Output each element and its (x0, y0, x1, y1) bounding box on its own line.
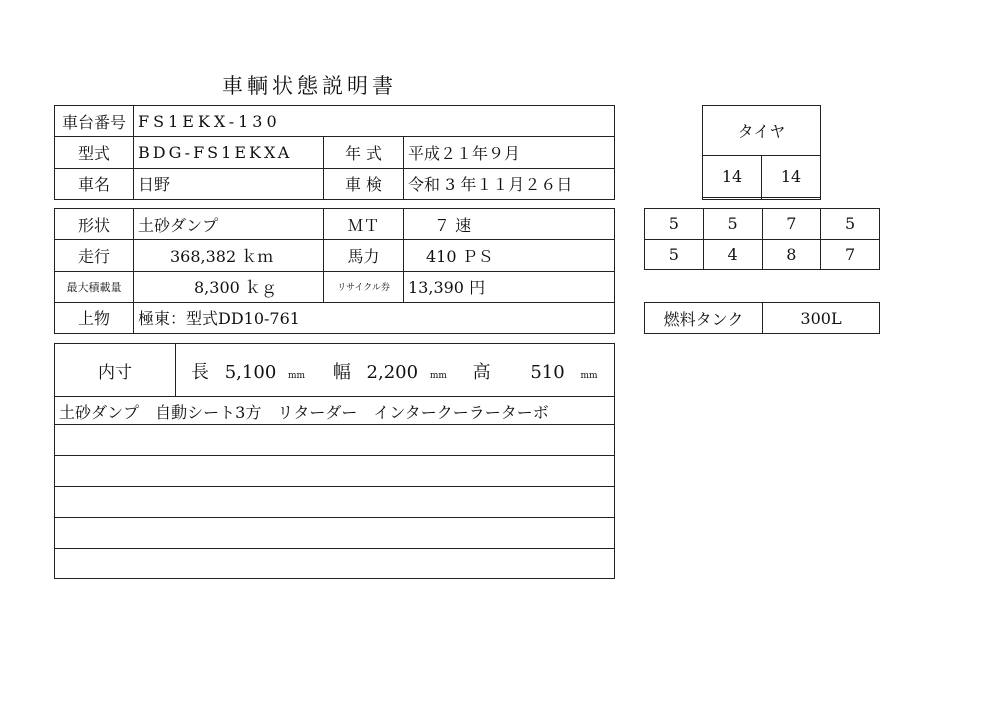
mt-label: ＭＴ (324, 209, 404, 240)
height-value: 510 (530, 362, 565, 383)
height-unit: mm (580, 371, 598, 381)
mileage-value: 368,382 ｋｍ (134, 240, 324, 271)
notes-rule-3 (55, 486, 614, 487)
tire-empty-1 (703, 197, 762, 199)
payload-value: 8,300 ｋｇ (134, 271, 324, 302)
power-label: 馬力 (324, 240, 404, 271)
height-label: 高 (472, 362, 491, 383)
shape-value: 土砂ダンプ (134, 209, 324, 240)
notes-rule-5 (55, 548, 614, 549)
tread-depth-cell: 5 (645, 239, 704, 270)
notes-line-1: 土砂ダンプ 自動シート3方 リターダー インタークーラーターボ (59, 403, 549, 422)
body-label: 上物 (55, 302, 134, 333)
chassis-value: FS1EKX-130 (134, 106, 615, 137)
length-value: 5,100 (224, 362, 277, 383)
tread-depth-cell: 5 (645, 209, 704, 240)
basic-info-table (54, 105, 615, 200)
tire-size-1: 14 (703, 156, 762, 198)
payload-label: 最大積載量 (55, 271, 134, 302)
fuel-tank-table (644, 302, 880, 334)
length-unit: mm (288, 371, 306, 381)
inspection-value: 令和 3 年１１月２６日 (404, 168, 615, 199)
tire-empty-2 (762, 197, 821, 199)
fuel-tank-label: 燃料タンク (645, 303, 763, 334)
document-title: 車輌状態説明書 (222, 74, 397, 98)
tire-header: タイヤ (703, 106, 821, 156)
tire-size-2: 14 (762, 156, 821, 198)
mt-value: ７ 速 (404, 209, 615, 240)
tread-depth-cell: 8 (762, 239, 821, 270)
tire-table (702, 105, 821, 200)
tread-depth-cell: 4 (703, 239, 762, 270)
fuel-tank-value: 300L (763, 303, 880, 334)
notes-rule-1 (55, 424, 614, 425)
notes-rule-4 (55, 517, 614, 518)
width-value: 2,200 (366, 362, 419, 383)
length-label: 長 (191, 362, 209, 383)
tread-depth-table (644, 208, 880, 270)
tread-depth-cell: 7 (762, 209, 821, 240)
tread-depth-cell: 7 (821, 239, 880, 270)
notes-rule-2 (55, 455, 614, 456)
tread-depth-cell: 5 (703, 209, 762, 240)
year-label: 年 式 (324, 137, 404, 168)
dimensions-notes-box (54, 343, 615, 579)
name-label: 車名 (55, 168, 134, 199)
body-value: 極東：型式DD10-761 (134, 302, 615, 333)
width-label: 幅 (332, 362, 351, 383)
spec-table (54, 208, 615, 334)
recycle-label: リサイクル券 (324, 271, 404, 302)
dimensions-values (191, 358, 598, 384)
model-value: BDG-FS1EKXA (134, 137, 324, 168)
recycle-value: 13,390 円 (404, 271, 615, 302)
dimensions-label: 内寸 (55, 344, 176, 396)
year-value: 平成２１年９月 (404, 137, 615, 168)
power-value: 410 ＰＳ (404, 240, 615, 271)
notes-divider (55, 396, 614, 397)
chassis-label: 車台番号 (55, 106, 134, 137)
shape-label: 形状 (55, 209, 134, 240)
model-label: 型式 (55, 137, 134, 168)
tread-depth-cell: 5 (821, 209, 880, 240)
inspection-label: 車 検 (324, 168, 404, 199)
name-value: 日野 (134, 168, 324, 199)
mileage-label: 走行 (55, 240, 134, 271)
width-unit: mm (429, 371, 447, 381)
